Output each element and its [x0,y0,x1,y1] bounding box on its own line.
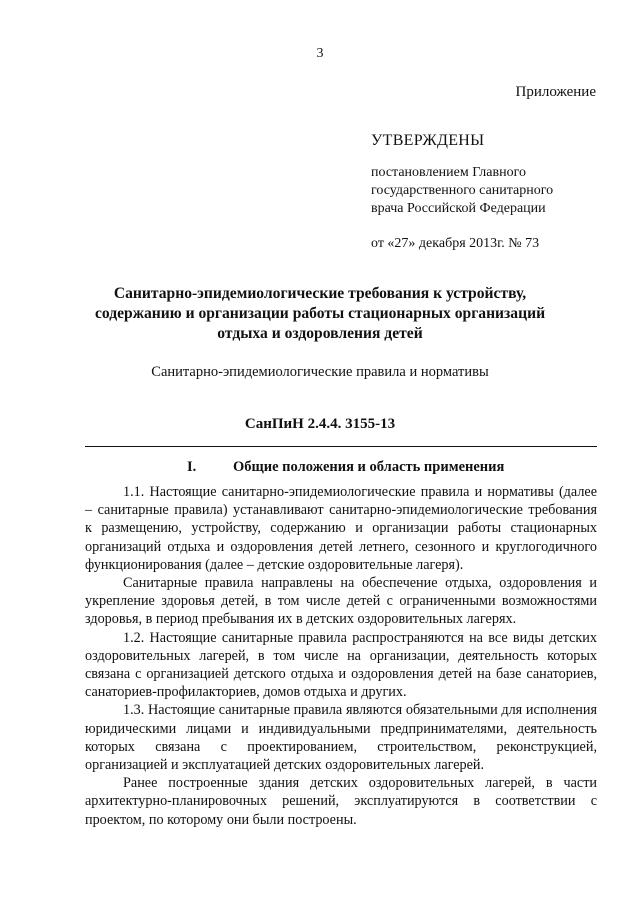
document-title [80,284,560,344]
page-number: 3 [316,46,324,61]
section-title: Общие положения и область применения [233,459,505,475]
document-title-line: отдыха и оздоровления детей [217,325,423,342]
paragraph: 1.2. Настоящие санитарные правила распространяются на все виды детских оздоровительных лагерей, в том числе на организации, деятельность которых связана с организацией детского отдыха и оздоровления детей на базе санаториев, санаториев-профилакториев, домов отдыха и других. [85,629,597,701]
document-code: СанПиН 2.4.4. 3155-13 [244,416,396,432]
document-title-line: содержанию и организации работы стационарных организаций [94,305,546,322]
document-body [85,483,597,829]
decree-date: от «27» декабря 2013г. № 73 [371,236,540,251]
section-number: I. [187,459,197,475]
appendix-label: Приложение [515,84,596,100]
paragraph: Ранее построенные здания детских оздоровительных лагерей, в части архитектурно-планировочных решений, эксплуатируются в соответствии с проектом, по которому они были построены. [85,775,597,828]
paragraph: 1.3. Настоящие санитарные правила являются обязательными для исполнения юридическими лицами и индивидуальными предпринимателями, деятельность которых связана с проектированием, строительством, реконструкцией, организацией и эксплуатацией детских оздоровительных лагерей. [85,702,597,774]
approval-line: врача Российской Федерации [371,201,546,216]
document-title-line: Санитарно-эпидемиологические требования к устройству, [113,285,527,302]
approval-line: постановлением Главного [371,165,526,180]
approval-heading: УТВЕРЖДЕНЫ [371,132,485,149]
divider [85,446,597,447]
paragraph: 1.1. Настоящие санитарно-эпидемиологические правила и нормативы (далее – санитарные правила) устанавливают санитарно-эпидемиологические требования к размещению, устройству, содержанию и организации работы стационарных организаций отдыха и оздоровления детей летнего, сезонного и круглогодичного функционирования (далее – детские оздоровительные лагеря). [85,484,597,573]
approval-line: государственного санитарного [371,183,554,198]
document-subtitle: Санитарно-эпидемиологические правила и нормативы [151,364,489,380]
approval-block [371,132,611,252]
paragraph: Санитарные правила направлены на обеспечение отдыха, оздоровления и укрепление здоровья детей, в том числе детей с ограниченными возможностями здоровья, в период пребывания их в детских оздоровительных лагерях. [85,575,597,628]
